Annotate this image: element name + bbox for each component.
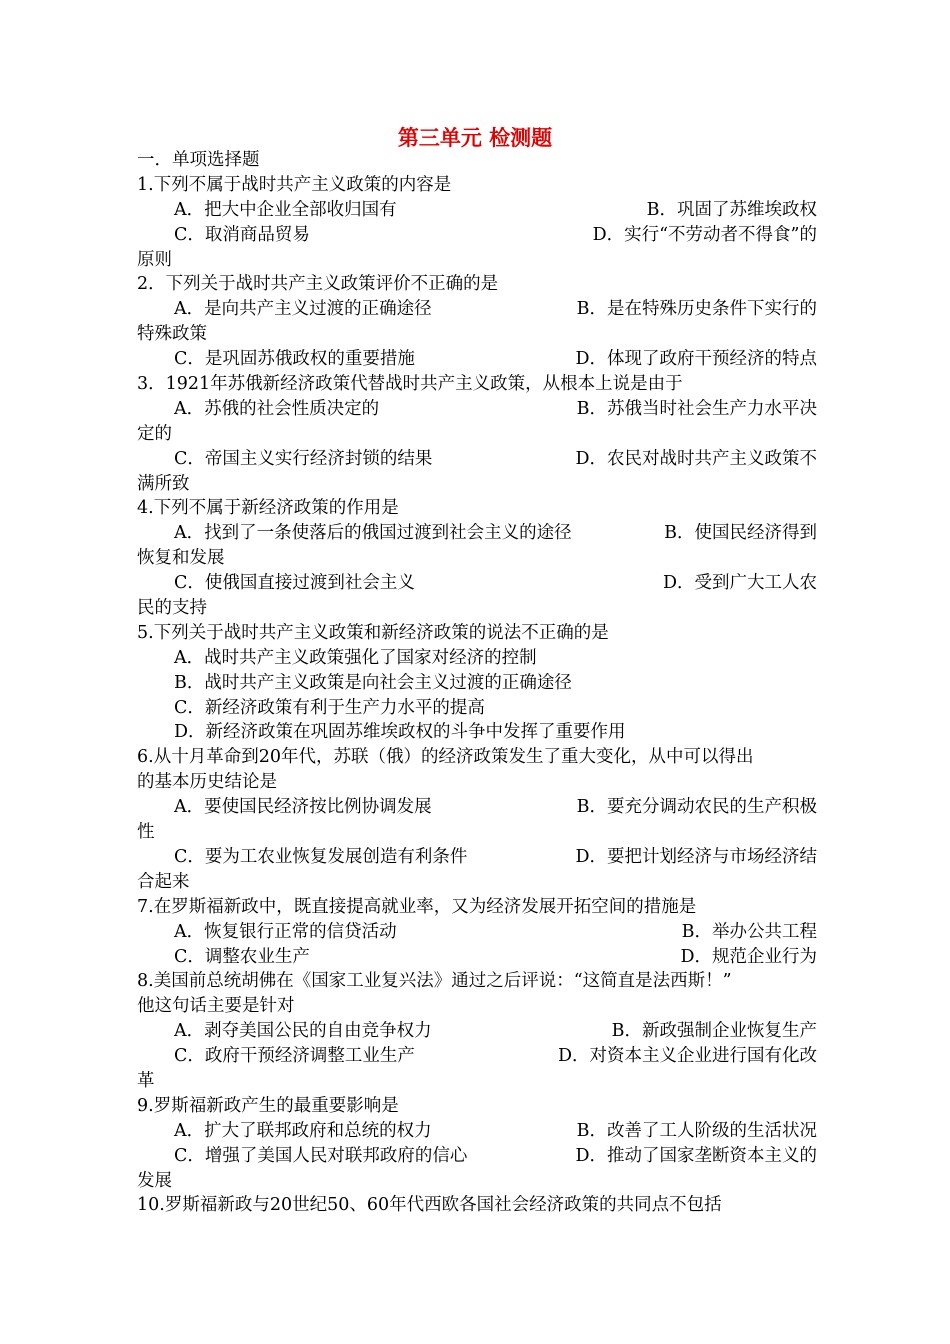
option-left: C．增强了美国人民对联邦政府的信心 — [174, 1145, 468, 1166]
option-row — [137, 447, 817, 472]
option-row — [137, 1119, 817, 1144]
option-wrap: 民的支持 — [137, 598, 207, 619]
page-title: 第三单元 检测题 — [397, 126, 553, 150]
section-heading: 一．单项选择题 — [137, 150, 260, 170]
question-stem: 7.在罗斯福新政中，既直接提高就业率，又为经济发展开拓空间的措施是 — [137, 896, 697, 917]
option-left: A．苏俄的社会性质决定的 — [174, 398, 380, 419]
option-row — [137, 223, 817, 248]
option-wrap: 满所致 — [137, 473, 190, 494]
option-right: D．要把计划经济与市场经济结 — [575, 846, 817, 867]
option-right: D．农民对战时共产主义政策不 — [575, 448, 817, 469]
option-right: D．规范企业行为 — [680, 946, 817, 967]
question-stem: 5.下列关于战时共产主义政策和新经济政策的说法不正确的是 — [137, 622, 609, 643]
question-list — [137, 148, 817, 1218]
option-left: C．政府干预经济调整工业生产 — [174, 1046, 415, 1067]
option-row — [137, 1044, 817, 1069]
option-wrap: 恢复和发展 — [137, 548, 225, 569]
option-right: B．苏俄当时社会生产力水平决 — [576, 398, 817, 419]
question-stem: 他这句话主要是针对 — [137, 996, 295, 1017]
option-wrap: 合起来 — [137, 871, 190, 892]
option-left: A．要使国民经济按比例协调发展 — [174, 797, 432, 818]
option-row — [137, 1019, 817, 1044]
option-row — [137, 198, 817, 223]
option-row — [137, 571, 817, 596]
option-right: B．新政强制企业恢复生产 — [611, 1021, 817, 1042]
option-left: C．是巩固苏俄政权的重要措施 — [174, 349, 415, 370]
option-row — [137, 945, 817, 970]
option-left: A．把大中企业全部收归国有 — [174, 199, 397, 220]
option-left: A．找到了一条使落后的俄国过渡到社会主义的途径 — [174, 523, 572, 544]
option-row — [137, 521, 817, 546]
option-right: B．使国民经济得到 — [664, 523, 817, 544]
option-line: C．新经济政策有利于生产力水平的提高 — [174, 697, 485, 718]
option-line: D．新经济政策在巩固苏维埃政权的斗争中发挥了重要作用 — [174, 722, 626, 743]
option-right: D．体现了政府干预经济的特点 — [575, 349, 817, 370]
option-right: B．改善了工人阶级的生活状况 — [576, 1120, 817, 1141]
question-stem: 9.罗斯福新政产生的最重要影响是 — [137, 1095, 399, 1116]
option-right: D．受到广大工人农 — [662, 573, 817, 594]
question-stem: 8.美国前总统胡佛在《国家工业复兴法》通过之后评说：“这简直是法西斯！” — [137, 971, 732, 992]
option-line: A．战时共产主义政策强化了国家对经济的控制 — [174, 647, 537, 668]
option-wrap: 革 — [137, 1070, 155, 1091]
option-wrap: 性 — [137, 822, 155, 843]
option-left: A．是向共产主义过渡的正确途径 — [174, 299, 432, 320]
option-left: A．扩大了联邦政府和总统的权力 — [174, 1120, 432, 1141]
question-stem: 4.下列不属于新经济政策的作用是 — [137, 498, 399, 519]
option-row — [137, 1144, 817, 1169]
option-row — [137, 397, 817, 422]
question-stem: 2．下列关于战时共产主义政策评价不正确的是 — [137, 274, 499, 295]
option-right: B．是在特殊历史条件下实行的 — [576, 299, 817, 320]
option-right: B．巩固了苏维埃政权 — [646, 199, 817, 220]
option-row — [137, 920, 817, 945]
option-right: B．要充分调动农民的生产积极 — [576, 797, 817, 818]
option-row — [137, 297, 817, 322]
option-row — [137, 347, 817, 372]
option-wrap: 发展 — [137, 1170, 172, 1191]
option-left: A．剥夺美国公民的自由竞争权力 — [174, 1021, 432, 1042]
option-left: C．帝国主义实行经济封锁的结果 — [174, 448, 433, 469]
option-line: B．战时共产主义政策是向社会主义过渡的正确途径 — [174, 672, 572, 693]
question-stem: 的基本历史结论是 — [137, 772, 277, 793]
option-row — [137, 795, 817, 820]
option-left: C．使俄国直接过渡到社会主义 — [174, 573, 415, 594]
option-right: D．对资本主义企业进行国有化改 — [557, 1046, 817, 1067]
option-left: C．调整农业生产 — [174, 946, 310, 967]
option-row — [137, 845, 817, 870]
option-wrap: 特殊政策 — [137, 324, 207, 345]
question-stem: 10.罗斯福新政与20世纪50、60年代西欧各国社会经济政策的共同点不包括 — [137, 1195, 722, 1216]
option-wrap: 原则 — [137, 249, 172, 270]
option-wrap: 定的 — [137, 423, 172, 444]
option-right: D．实行“不劳动者不得食”的 — [592, 224, 817, 245]
question-stem: 1.下列不属于战时共产主义政策的内容是 — [137, 174, 452, 195]
option-left: C．取消商品贸易 — [174, 224, 310, 245]
option-left: A．恢复银行正常的信贷活动 — [174, 921, 397, 942]
option-left: C．要为工农业恢复发展创造有利条件 — [174, 846, 468, 867]
question-stem: 6.从十月革命到20年代，苏联（俄）的经济政策发生了重大变化，从中可以得出 — [137, 747, 754, 768]
option-right: D．推动了国家垄断资本主义的 — [575, 1145, 817, 1166]
question-stem: 3．1921年苏俄新经济政策代替战时共产主义政策，从根本上说是由于 — [137, 374, 683, 395]
option-right: B．举办公共工程 — [681, 921, 817, 942]
